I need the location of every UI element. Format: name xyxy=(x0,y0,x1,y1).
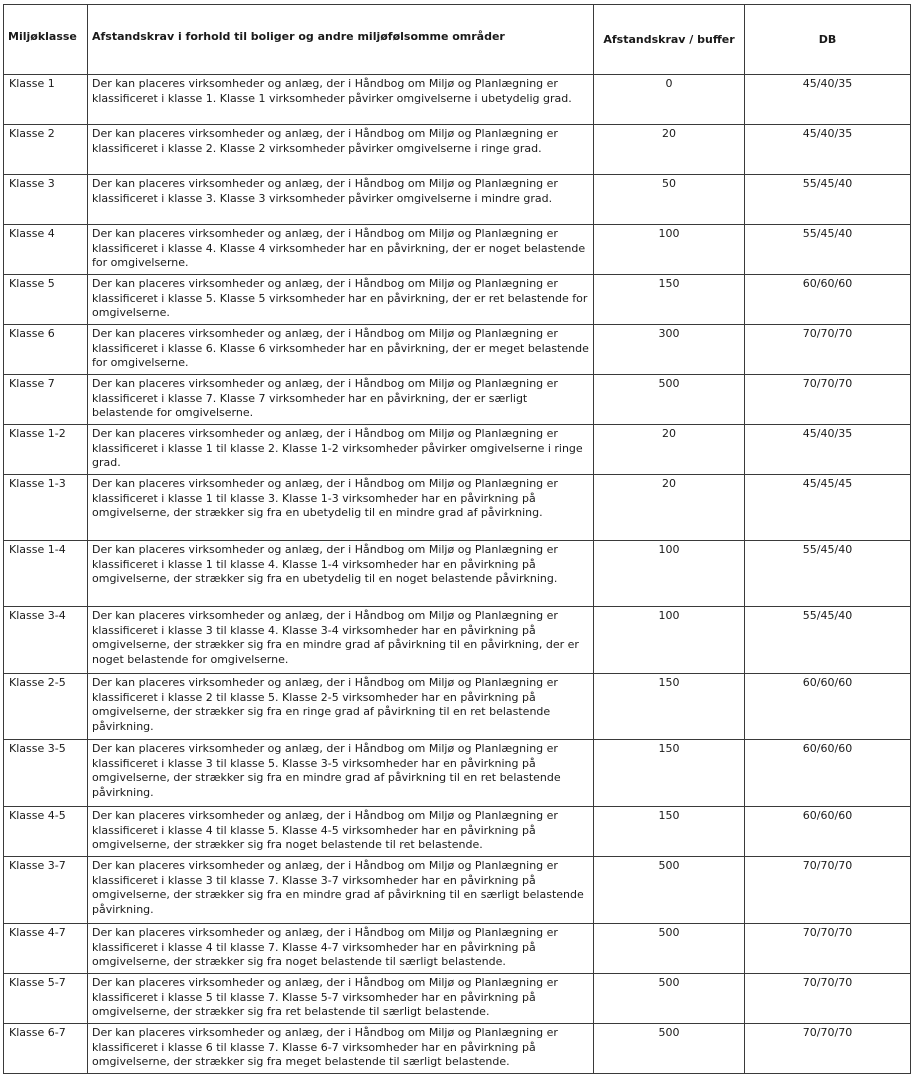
cell-tekst: Der kan placeres virksomheder og anlæg, der i Håndbog om Miljø og Planlægning er klassificeret i klasse 1 til klasse 3. Klasse 1-3 virksomheder har en påvirkning på omgivelserne, der strækker sig fra en ubetydelig til en mindre grad af påvirkning. xyxy=(88,475,594,541)
cell-buffer: 500 xyxy=(594,857,745,924)
header-row xyxy=(4,5,911,75)
cell-db: 55/45/40 xyxy=(745,225,911,275)
cell-buffer: 500 xyxy=(594,974,745,1024)
table-row xyxy=(4,425,911,475)
table-row xyxy=(4,125,911,175)
header-miljoklasse: Miljøklasse xyxy=(4,5,88,75)
cell-klasse: Klasse 6-7 xyxy=(4,1024,88,1074)
miljoklasse-table xyxy=(3,4,911,1074)
cell-tekst: Der kan placeres virksomheder og anlæg, der i Håndbog om Miljø og Planlægning er klassificeret i klasse 4. Klasse 4 virksomheder har en påvirkning, der er noget belastende for omgivelserne. xyxy=(88,225,594,275)
table-row xyxy=(4,475,911,541)
cell-klasse: Klasse 5-7 xyxy=(4,974,88,1024)
cell-db: 55/45/40 xyxy=(745,175,911,225)
table-row xyxy=(4,607,911,674)
table-row xyxy=(4,857,911,924)
cell-db: 45/40/35 xyxy=(745,125,911,175)
cell-klasse: Klasse 4 xyxy=(4,225,88,275)
cell-klasse: Klasse 3-7 xyxy=(4,857,88,924)
cell-buffer: 150 xyxy=(594,807,745,857)
cell-buffer: 150 xyxy=(594,674,745,740)
table-row xyxy=(4,75,911,125)
table-row xyxy=(4,541,911,607)
cell-tekst: Der kan placeres virksomheder og anlæg, der i Håndbog om Miljø og Planlægning er klassificeret i klasse 3 til klasse 7. Klasse 3-7 virksomheder har en påvirkning på omgivelserne, der strækker sig fra en mindre grad af påvirkning til en særligt belastende påvirkning. xyxy=(88,857,594,924)
cell-buffer: 500 xyxy=(594,1024,745,1074)
cell-db: 60/60/60 xyxy=(745,807,911,857)
cell-db: 45/40/35 xyxy=(745,425,911,475)
cell-buffer: 150 xyxy=(594,740,745,807)
cell-db: 45/45/45 xyxy=(745,475,911,541)
cell-db: 55/45/40 xyxy=(745,541,911,607)
table-row xyxy=(4,325,911,375)
cell-klasse: Klasse 1-3 xyxy=(4,475,88,541)
table-row xyxy=(4,175,911,225)
cell-buffer: 100 xyxy=(594,607,745,674)
cell-klasse: Klasse 1-2 xyxy=(4,425,88,475)
cell-klasse: Klasse 1 xyxy=(4,75,88,125)
cell-tekst: Der kan placeres virksomheder og anlæg, der i Håndbog om Miljø og Planlægning er klassificeret i klasse 3 til klasse 4. Klasse 3-4 virksomheder har en påvirkning på omgivelserne, der strækker sig fra en mindre grad af påvirkning til en påvirkning, der er noget belastende for omgivelserne. xyxy=(88,607,594,674)
cell-db: 55/45/40 xyxy=(745,607,911,674)
cell-tekst: Der kan placeres virksomheder og anlæg, der i Håndbog om Miljø og Planlægning er klassificeret i klasse 1. Klasse 1 virksomheder påvirker omgivelserne i ubetydelig grad. xyxy=(88,75,594,125)
header-afstandskrav: Afstandskrav i forhold til boliger og andre miljøfølsomme områder xyxy=(88,5,594,75)
header-db: DB xyxy=(745,5,911,75)
cell-db: 70/70/70 xyxy=(745,924,911,974)
cell-klasse: Klasse 4-5 xyxy=(4,807,88,857)
cell-klasse: Klasse 3-5 xyxy=(4,740,88,807)
cell-tekst: Der kan placeres virksomheder og anlæg, der i Håndbog om Miljø og Planlægning er klassificeret i klasse 3 til klasse 5. Klasse 3-5 virksomheder har en påvirkning på omgivelserne, der strækker sig fra en mindre grad af påvirkning til en ret belastende påvirkning. xyxy=(88,740,594,807)
cell-tekst: Der kan placeres virksomheder og anlæg, der i Håndbog om Miljø og Planlægning er klassificeret i klasse 6. Klasse 6 virksomheder har en påvirkning, der er meget belastende for omgivelserne. xyxy=(88,325,594,375)
cell-klasse: Klasse 6 xyxy=(4,325,88,375)
cell-klasse: Klasse 5 xyxy=(4,275,88,325)
table-body xyxy=(4,75,911,1074)
cell-buffer: 150 xyxy=(594,275,745,325)
cell-db: 70/70/70 xyxy=(745,857,911,924)
table-row xyxy=(4,740,911,807)
table-row xyxy=(4,375,911,425)
table-row xyxy=(4,807,911,857)
cell-buffer: 500 xyxy=(594,924,745,974)
cell-tekst: Der kan placeres virksomheder og anlæg, der i Håndbog om Miljø og Planlægning er klassificeret i klasse 4 til klasse 5. Klasse 4-5 virksomheder har en påvirkning på omgivelserne, der strækker sig fra noget belastende til ret belastende. xyxy=(88,807,594,857)
cell-buffer: 20 xyxy=(594,475,745,541)
header-buffer: Afstandskrav / buffer xyxy=(594,5,745,75)
cell-tekst: Der kan placeres virksomheder og anlæg, der i Håndbog om Miljø og Planlægning er klassificeret i klasse 2. Klasse 2 virksomheder påvirker omgivelserne i ringe grad. xyxy=(88,125,594,175)
table-row xyxy=(4,674,911,740)
cell-tekst: Der kan placeres virksomheder og anlæg, der i Håndbog om Miljø og Planlægning er klassificeret i klasse 4 til klasse 7. Klasse 4-7 virksomheder har en påvirkning på omgivelserne, der strækker sig fra noget belastende til særligt belastende. xyxy=(88,924,594,974)
cell-tekst: Der kan placeres virksomheder og anlæg, der i Håndbog om Miljø og Planlægning er klassificeret i klasse 5. Klasse 5 virksomheder har en påvirkning, der er ret belastende for omgivelserne. xyxy=(88,275,594,325)
cell-klasse: Klasse 1-4 xyxy=(4,541,88,607)
cell-tekst: Der kan placeres virksomheder og anlæg, der i Håndbog om Miljø og Planlægning er klassificeret i klasse 3. Klasse 3 virksomheder påvirker omgivelserne i mindre grad. xyxy=(88,175,594,225)
cell-klasse: Klasse 7 xyxy=(4,375,88,425)
cell-db: 70/70/70 xyxy=(745,1024,911,1074)
cell-tekst: Der kan placeres virksomheder og anlæg, der i Håndbog om Miljø og Planlægning er klassificeret i klasse 6 til klasse 7. Klasse 6-7 virksomheder har en påvirkning på omgivelserne, der strækker sig fra meget belastende til særligt belastende. xyxy=(88,1024,594,1074)
cell-buffer: 300 xyxy=(594,325,745,375)
cell-buffer: 50 xyxy=(594,175,745,225)
cell-tekst: Der kan placeres virksomheder og anlæg, der i Håndbog om Miljø og Planlægning er klassificeret i klasse 1 til klasse 2. Klasse 1-2 virksomheder påvirker omgivelserne i ringe grad. xyxy=(88,425,594,475)
cell-buffer: 20 xyxy=(594,425,745,475)
cell-buffer: 500 xyxy=(594,375,745,425)
table-row xyxy=(4,1024,911,1074)
cell-klasse: Klasse 2-5 xyxy=(4,674,88,740)
cell-db: 60/60/60 xyxy=(745,740,911,807)
cell-tekst: Der kan placeres virksomheder og anlæg, der i Håndbog om Miljø og Planlægning er klassificeret i klasse 2 til klasse 5. Klasse 2-5 virksomheder har en påvirkning på omgivelserne, der strækker sig fra en ringe grad af påvirkning til en ret belastende påvirkning. xyxy=(88,674,594,740)
cell-buffer: 100 xyxy=(594,541,745,607)
cell-klasse: Klasse 4-7 xyxy=(4,924,88,974)
cell-buffer: 20 xyxy=(594,125,745,175)
table-header xyxy=(4,5,911,75)
cell-db: 60/60/60 xyxy=(745,674,911,740)
cell-db: 70/70/70 xyxy=(745,375,911,425)
cell-db: 70/70/70 xyxy=(745,974,911,1024)
cell-buffer: 0 xyxy=(594,75,745,125)
cell-buffer: 100 xyxy=(594,225,745,275)
table-row xyxy=(4,974,911,1024)
cell-klasse: Klasse 3-4 xyxy=(4,607,88,674)
cell-db: 45/40/35 xyxy=(745,75,911,125)
table-row xyxy=(4,924,911,974)
cell-tekst: Der kan placeres virksomheder og anlæg, der i Håndbog om Miljø og Planlægning er klassificeret i klasse 5 til klasse 7. Klasse 5-7 virksomheder har en påvirkning på omgivelserne, der strækker sig fra ret belastende til særligt belastende. xyxy=(88,974,594,1024)
table-row xyxy=(4,225,911,275)
table-row xyxy=(4,275,911,325)
cell-db: 60/60/60 xyxy=(745,275,911,325)
cell-db: 70/70/70 xyxy=(745,325,911,375)
cell-klasse: Klasse 2 xyxy=(4,125,88,175)
cell-tekst: Der kan placeres virksomheder og anlæg, der i Håndbog om Miljø og Planlægning er klassificeret i klasse 1 til klasse 4. Klasse 1-4 virksomheder har en påvirkning på omgivelserne, der strækker sig fra en ubetydelig til en noget belastende påvirkning. xyxy=(88,541,594,607)
cell-klasse: Klasse 3 xyxy=(4,175,88,225)
cell-tekst: Der kan placeres virksomheder og anlæg, der i Håndbog om Miljø og Planlægning er klassificeret i klasse 7. Klasse 7 virksomheder har en påvirkning, der er særligt belastende for omgivelserne. xyxy=(88,375,594,425)
